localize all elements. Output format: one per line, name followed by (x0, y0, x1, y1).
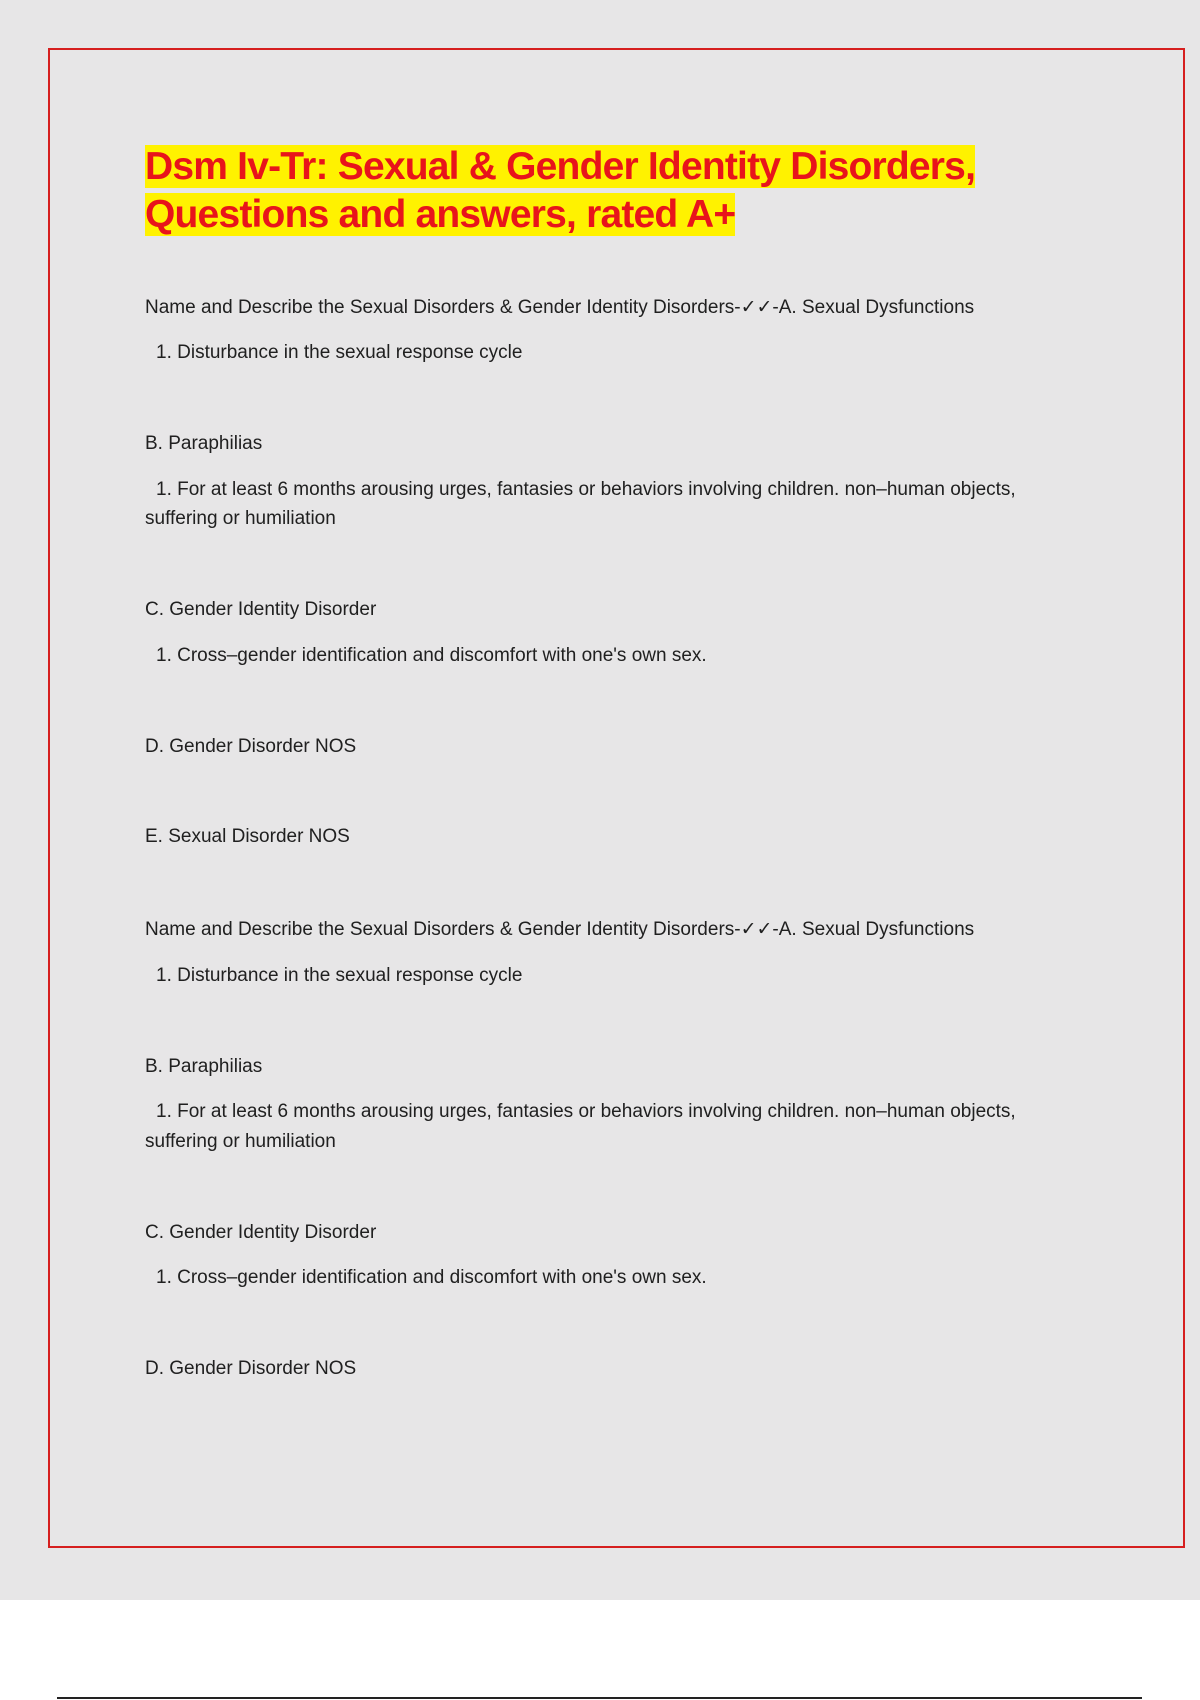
question-2: Name and Describe the Sexual Disorders & Gender Identity Disorders-✓✓-A. Sexual Dysfunctions (145, 919, 975, 940)
section-b-item-1-line-1: 1. For at least 6 months arousing urges, fantasies or behaviors involving children. non–human objects, (156, 479, 1016, 500)
section-c-item-1: 1. Cross–gender identification and discomfort with one's own sex. (156, 645, 707, 666)
document-title (145, 143, 1045, 239)
section-b-heading-repeat: B. Paraphilias (145, 1056, 263, 1077)
section-d-heading: D. Gender Disorder NOS (145, 736, 357, 757)
section-c-heading-repeat: C. Gender Identity Disorder (145, 1222, 377, 1243)
section-c-heading: C. Gender Identity Disorder (145, 599, 377, 620)
question-1: Name and Describe the Sexual Disorders & Gender Identity Disorders-✓✓-A. Sexual Dysfunctions (145, 297, 975, 318)
title-line-1: Dsm Iv-Tr: Sexual & Gender Identity Disorders, (145, 145, 976, 188)
section-c-item-1-repeat: 1. Cross–gender identification and discomfort with one's own sex. (156, 1267, 707, 1288)
section-d-heading-repeat: D. Gender Disorder NOS (145, 1358, 357, 1379)
answer-a-item-1-repeat: 1. Disturbance in the sexual response cycle (156, 965, 523, 986)
title-line-2: Questions and answers, rated A+ (145, 193, 736, 236)
section-b-item-1-line-2: suffering or humiliation (145, 508, 336, 529)
answer-a-item-1: 1. Disturbance in the sexual response cycle (156, 342, 523, 363)
page-border-frame (48, 48, 1185, 1548)
bottom-divider (57, 1697, 1142, 1699)
section-e-heading: E. Sexual Disorder NOS (145, 826, 350, 847)
section-b-heading: B. Paraphilias (145, 433, 263, 454)
section-b-item-1-line-1-repeat: 1. For at least 6 months arousing urges, fantasies or behaviors involving children. non–human objects, (156, 1101, 1016, 1122)
section-b-item-1-line-2-repeat: suffering or humiliation (145, 1131, 336, 1152)
